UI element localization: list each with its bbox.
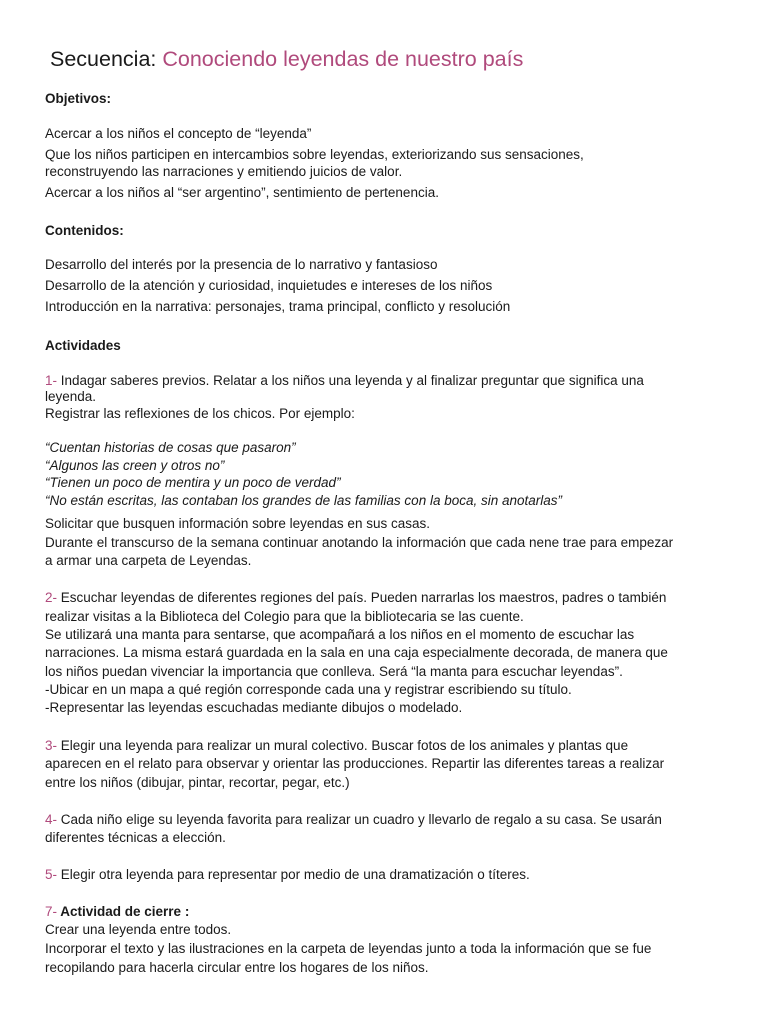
activity-2-text: Escuchar leyendas de diferentes regiones del país. Pueden narrarlas los maestros, padres o también [57, 590, 667, 605]
activity-2-line: Se utilizará una manta para sentarse, que acompañará a los niños en el momento de escuchar las [45, 627, 635, 642]
activity-1-line: a armar una carpeta de Leyendas. [45, 553, 252, 568]
activity-7-number: 7- [45, 904, 58, 919]
activity-1-line: leyenda. [45, 389, 97, 404]
activity-7-first-line [45, 903, 189, 921]
page-title [50, 44, 523, 74]
activity-2-line: -Ubicar en un mapa a qué región corresponde cada una y registrar escribiendo su título. [45, 682, 572, 697]
quote-line: “Tienen un poco de mentira y un poco de verdad” [45, 475, 341, 490]
activity-1-line: Durante el transcurso de la semana continuar anotando la información que cada nene trae para empezar [45, 535, 674, 550]
objetivos-heading: Objetivos: [45, 91, 112, 106]
activity-3-number: 3- [45, 738, 58, 753]
activity-7-line: recopilando para hacerla circular entre los hogares de los niños. [45, 960, 429, 975]
activity-4-text: Cada niño elige su leyenda favorita para realizar un cuadro y llevarlo de regalo a su casa. Se usarán [57, 812, 662, 827]
title-name: Conociendo leyendas de nuestro país [162, 47, 524, 71]
activity-5-text: Elegir otra leyenda para representar por medio de una dramatización o títeres. [57, 867, 530, 882]
activity-3-line: entre los niños (dibujar, pintar, recortar, pegar, etc.) [45, 775, 350, 790]
activity-7-heading: Actividad de cierre : [57, 904, 190, 919]
quote-line: “Cuentan historias de cosas que pasaron” [45, 440, 296, 455]
objetivo-line: Acercar a los niños el concepto de “leyenda” [45, 126, 312, 141]
objetivo-line: Que los niños participen en intercambios sobre leyendas, exteriorizando sus sensaciones, [45, 147, 584, 162]
objetivo-line: Acercar a los niños al “ser argentino”, sentimiento de pertenencia. [45, 185, 439, 200]
activity-4-line: diferentes técnicas a elección. [45, 830, 226, 845]
activity-2-line: narraciones. La misma estará guardada en la sala en una caja especialmente decorada, de manera que [45, 645, 668, 660]
activity-4-first-line [45, 811, 662, 829]
contenido-line: Desarrollo del interés por la presencia de lo narrativo y fantasioso [45, 257, 438, 272]
activity-3-line: aparecen en el relato para observar y orientar las producciones. Repartir las diferentes tareas a realizar [45, 756, 665, 771]
contenidos-heading: Contenidos: [45, 223, 124, 238]
activity-2-first-line [45, 589, 666, 607]
activity-1-line: Registrar las reflexiones de los chicos. Por ejemplo: [45, 406, 355, 421]
activity-2-number: 2- [45, 590, 58, 605]
activity-4-number: 4- [45, 812, 58, 827]
activity-1-line: Solicitar que busquen información sobre leyendas en sus casas. [45, 516, 430, 531]
activity-1-number: 1- [45, 373, 58, 388]
title-prefix: Secuencia: [50, 47, 163, 71]
activity-2-line: realizar visitas a la Biblioteca del Colegio para que la bibliotecaria se las cuente. [45, 609, 524, 624]
activity-7-line: Incorporar el texto y las ilustraciones en la carpeta de leyendas junto a toda la información que se fue [45, 941, 652, 956]
contenido-line: Introducción en la narrativa: personajes, trama principal, conflicto y resolución [45, 299, 511, 314]
activity-1-text: Indagar saberes previos. Relatar a los niños una leyenda y al finalizar preguntar que significa una [57, 373, 644, 388]
quote-line: “No están escritas, las contaban los grandes de las familias con la boca, sin anotarlas” [45, 493, 563, 508]
actividades-heading: Actividades [45, 338, 121, 353]
quote-line: “Algunos las creen y otros no” [45, 458, 225, 473]
contenido-line: Desarrollo de la atención y curiosidad, inquietudes e intereses de los niños [45, 278, 493, 293]
activity-2-line: los niños puedan vivenciar la importancia que conlleva. Será “la manta para escuchar leyendas”. [45, 664, 623, 679]
objetivo-line: reconstruyendo las narraciones y emitiendo juicios de valor. [45, 164, 403, 179]
activity-3-text: Elegir una leyenda para realizar un mural colectivo. Buscar fotos de los animales y plantas que [57, 738, 629, 753]
activity-5-number: 5- [45, 867, 58, 882]
activity-3-first-line [45, 737, 628, 755]
activity-5-line [45, 866, 530, 884]
activity-7-line: Crear una leyenda entre todos. [45, 922, 232, 937]
activity-1-first-line [45, 372, 644, 390]
activity-2-line: -Representar las leyendas escuchadas mediante dibujos o modelado. [45, 700, 463, 715]
